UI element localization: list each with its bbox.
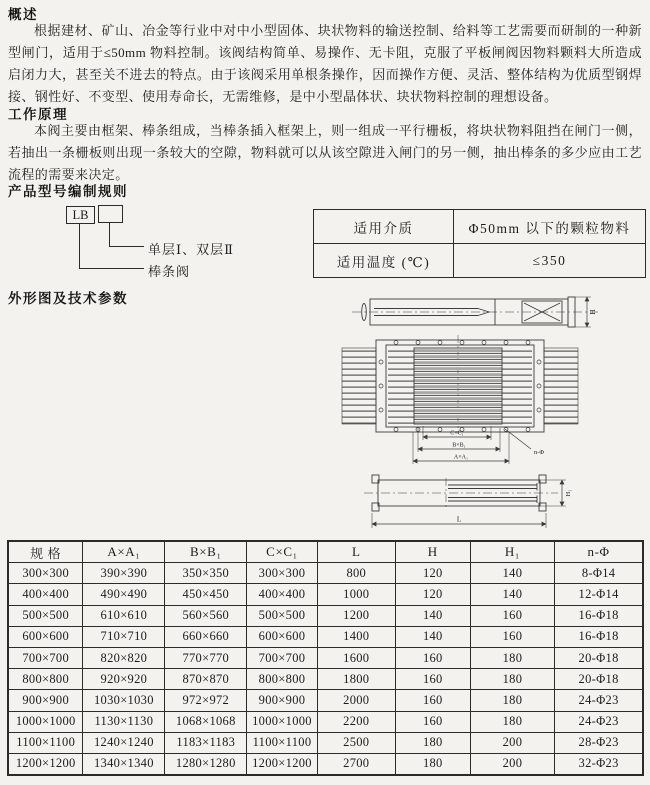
specs-cell: 2000	[317, 690, 395, 711]
specs-cell: 140	[395, 605, 470, 626]
media-row	[314, 210, 646, 244]
specs-cell: 8-Φ14	[555, 563, 643, 584]
specs-cell: 160	[395, 669, 470, 690]
specs-cell: 800	[317, 563, 395, 584]
principle-paragraph: 本阀主要由框架、棒条组成，当棒条插入框架上，则一组成一平行栅板，将块状物料阻挡在闸门一侧，若抽出一条栅板则出现一条较大的空隙，物料就可以从该空隙进入闸门的另一侧，抽出棒条的多少应由工艺流程的需要来决定。	[8, 123, 642, 182]
specs-cell: 1030×1030	[83, 690, 165, 711]
side-view-top	[352, 297, 598, 327]
dim-label-bb: B×B₁	[452, 442, 466, 449]
specs-table	[7, 540, 644, 776]
specs-cell: 160	[395, 647, 470, 668]
specs-cell: 660×660	[165, 626, 247, 647]
specs-cell: 140	[470, 584, 554, 605]
dim-label-h: H	[589, 309, 597, 315]
specs-cell: 1000	[317, 584, 395, 605]
specs-cell: 140	[470, 563, 554, 584]
col-header-h1: H₁	[470, 541, 554, 563]
specs-cell: 180	[470, 711, 554, 732]
specs-cell: 1000×1000	[8, 711, 83, 732]
specs-cell: 1200×1200	[247, 753, 317, 775]
specs-row	[8, 690, 643, 711]
specs-cell: 160	[470, 626, 554, 647]
specs-cell: 450×450	[165, 584, 247, 605]
specs-cell: 1600	[317, 647, 395, 668]
specs-cell: 200	[470, 732, 554, 753]
specs-cell: 1100×1100	[247, 732, 317, 753]
model-name-label: 棒条阀	[148, 264, 191, 279]
principle-heading: 工作原理	[8, 107, 68, 122]
side-view-bottom	[364, 475, 572, 528]
specs-row	[8, 753, 643, 775]
specs-cell: 400×400	[247, 584, 317, 605]
specs-cell: 1400	[317, 626, 395, 647]
specs-row	[8, 626, 643, 647]
specs-cell: 120	[395, 584, 470, 605]
specs-cell: 160	[470, 605, 554, 626]
specs-cell: 972×972	[165, 690, 247, 711]
temperature-value: ≤350	[454, 244, 646, 278]
specs-cell: 390×390	[83, 563, 165, 584]
specs-cell: 560×560	[165, 605, 247, 626]
specs-cell: 490×490	[83, 584, 165, 605]
specs-table-body	[8, 563, 643, 775]
specs-cell: 32-Φ23	[555, 753, 643, 775]
media-value: Φ50mm 以下的颗粒物料	[454, 210, 646, 244]
specs-cell: 160	[395, 690, 470, 711]
outline-heading: 外形图及技术参数	[8, 291, 128, 306]
specs-cell: 24-Φ23	[555, 690, 643, 711]
specs-cell: 180	[470, 669, 554, 690]
specs-cell: 820×820	[83, 647, 165, 668]
dim-label-l: L	[456, 515, 462, 524]
specs-cell: 140	[395, 626, 470, 647]
specs-cell: 300×300	[247, 563, 317, 584]
specs-cell: 1100×1100	[8, 732, 83, 753]
specs-cell: 700×700	[8, 647, 83, 668]
dim-label-aa: A×A₁	[453, 454, 469, 461]
specs-cell: 900×900	[247, 690, 317, 711]
specs-cell: 350×350	[165, 563, 247, 584]
dim-label-nphi: n-Φ	[534, 449, 545, 456]
specs-cell: 180	[470, 647, 554, 668]
specs-cell: 600×600	[8, 626, 83, 647]
specs-cell: 700×700	[247, 647, 317, 668]
specs-cell: 1200	[317, 605, 395, 626]
specs-row	[8, 605, 643, 626]
specs-cell: 300×300	[8, 563, 83, 584]
specs-cell: 2700	[317, 753, 395, 775]
specs-cell: 800×800	[8, 669, 83, 690]
specs-cell: 28-Φ23	[555, 732, 643, 753]
technical-drawing	[328, 282, 650, 538]
specs-cell: 24-Φ23	[555, 711, 643, 732]
specs-cell: 20-Φ18	[555, 669, 643, 690]
specs-cell: 600×600	[247, 626, 317, 647]
overview-paragraph: 根据建材、矿山、冶金等行业中对中小型固体、块状物料的输送控制、给料等工艺需要而研制的一种新型闸门，适用于≤50mm 物料控制。该阀结构简单、易操作、无卡阻，克服了平板闸阀因物料颗料大所造成启闭力大，甚至关不进去的特点。由于该阀采用单根条操作，因而操作方便、灵活、整体结构为优质型钢焊接、钢性好、不变型、使用寿命长，无需维修，是中小型晶体状、块状物料控制的理想设备。	[8, 23, 642, 104]
specs-cell: 610×610	[83, 605, 165, 626]
specs-row	[8, 669, 643, 690]
col-header-axa1: A×A₁	[83, 541, 165, 563]
specs-cell: 20-Φ18	[555, 647, 643, 668]
specs-cell: 180	[470, 690, 554, 711]
specs-cell: 800×800	[247, 669, 317, 690]
temperature-label: 适用温度 (℃)	[314, 244, 454, 278]
specs-cell: 12-Φ14	[555, 584, 643, 605]
specs-row	[8, 584, 643, 605]
specs-cell: 400×400	[8, 584, 83, 605]
specs-cell: 2200	[317, 711, 395, 732]
specs-cell: 920×920	[83, 669, 165, 690]
specs-cell: 1340×1340	[83, 753, 165, 775]
specs-cell: 770×770	[165, 647, 247, 668]
specs-cell: 1183×1183	[165, 732, 247, 753]
specs-cell: 180	[395, 753, 470, 775]
specs-cell: 1800	[317, 669, 395, 690]
overview-heading: 概述	[8, 7, 38, 22]
specs-row	[8, 647, 643, 668]
col-header-h: H	[395, 541, 470, 563]
specs-cell: 16-Φ18	[555, 626, 643, 647]
specs-cell: 710×710	[83, 626, 165, 647]
model-type-box	[98, 205, 123, 223]
specs-cell: 200	[470, 753, 554, 775]
dim-label-h1: H₁	[565, 489, 572, 497]
specs-row	[8, 711, 643, 732]
model-rule-heading: 产品型号编制规则	[8, 184, 128, 199]
plan-view	[342, 335, 578, 464]
specs-cell: 1240×1240	[83, 732, 165, 753]
col-header-spec: 规 格	[8, 541, 83, 563]
specs-cell: 120	[395, 563, 470, 584]
model-code-box: LB	[66, 206, 95, 224]
specs-cell: 160	[395, 711, 470, 732]
specs-cell: 1200×1200	[8, 753, 83, 775]
model-type-label: 单层Ⅰ、双层Ⅱ	[148, 242, 234, 257]
media-row	[314, 244, 646, 278]
specs-cell: 1068×1068	[165, 711, 247, 732]
specs-cell: 1130×1130	[83, 711, 165, 732]
specs-cell: 1000×1000	[247, 711, 317, 732]
specs-row	[8, 732, 643, 753]
col-header-l: L	[317, 541, 395, 563]
col-header-cxc1: C×C₁	[247, 541, 317, 563]
specs-cell: 1280×1280	[165, 753, 247, 775]
specs-cell: 500×500	[8, 605, 83, 626]
specs-cell: 870×870	[165, 669, 247, 690]
col-header-nphi: n-Φ	[555, 541, 643, 563]
dim-label-cc: C×C₁	[450, 430, 464, 437]
specs-cell: 900×900	[8, 690, 83, 711]
specs-cell: 16-Φ18	[555, 605, 643, 626]
connector-line-name	[79, 224, 144, 269]
col-header-bxb1: B×B₁	[165, 541, 247, 563]
specs-cell: 2500	[317, 732, 395, 753]
specs-cell: 500×500	[247, 605, 317, 626]
specs-cell: 180	[395, 732, 470, 753]
specs-header-row	[8, 541, 643, 563]
specs-row	[8, 563, 643, 584]
media-label: 适用介质	[314, 210, 454, 244]
media-table	[313, 209, 646, 278]
